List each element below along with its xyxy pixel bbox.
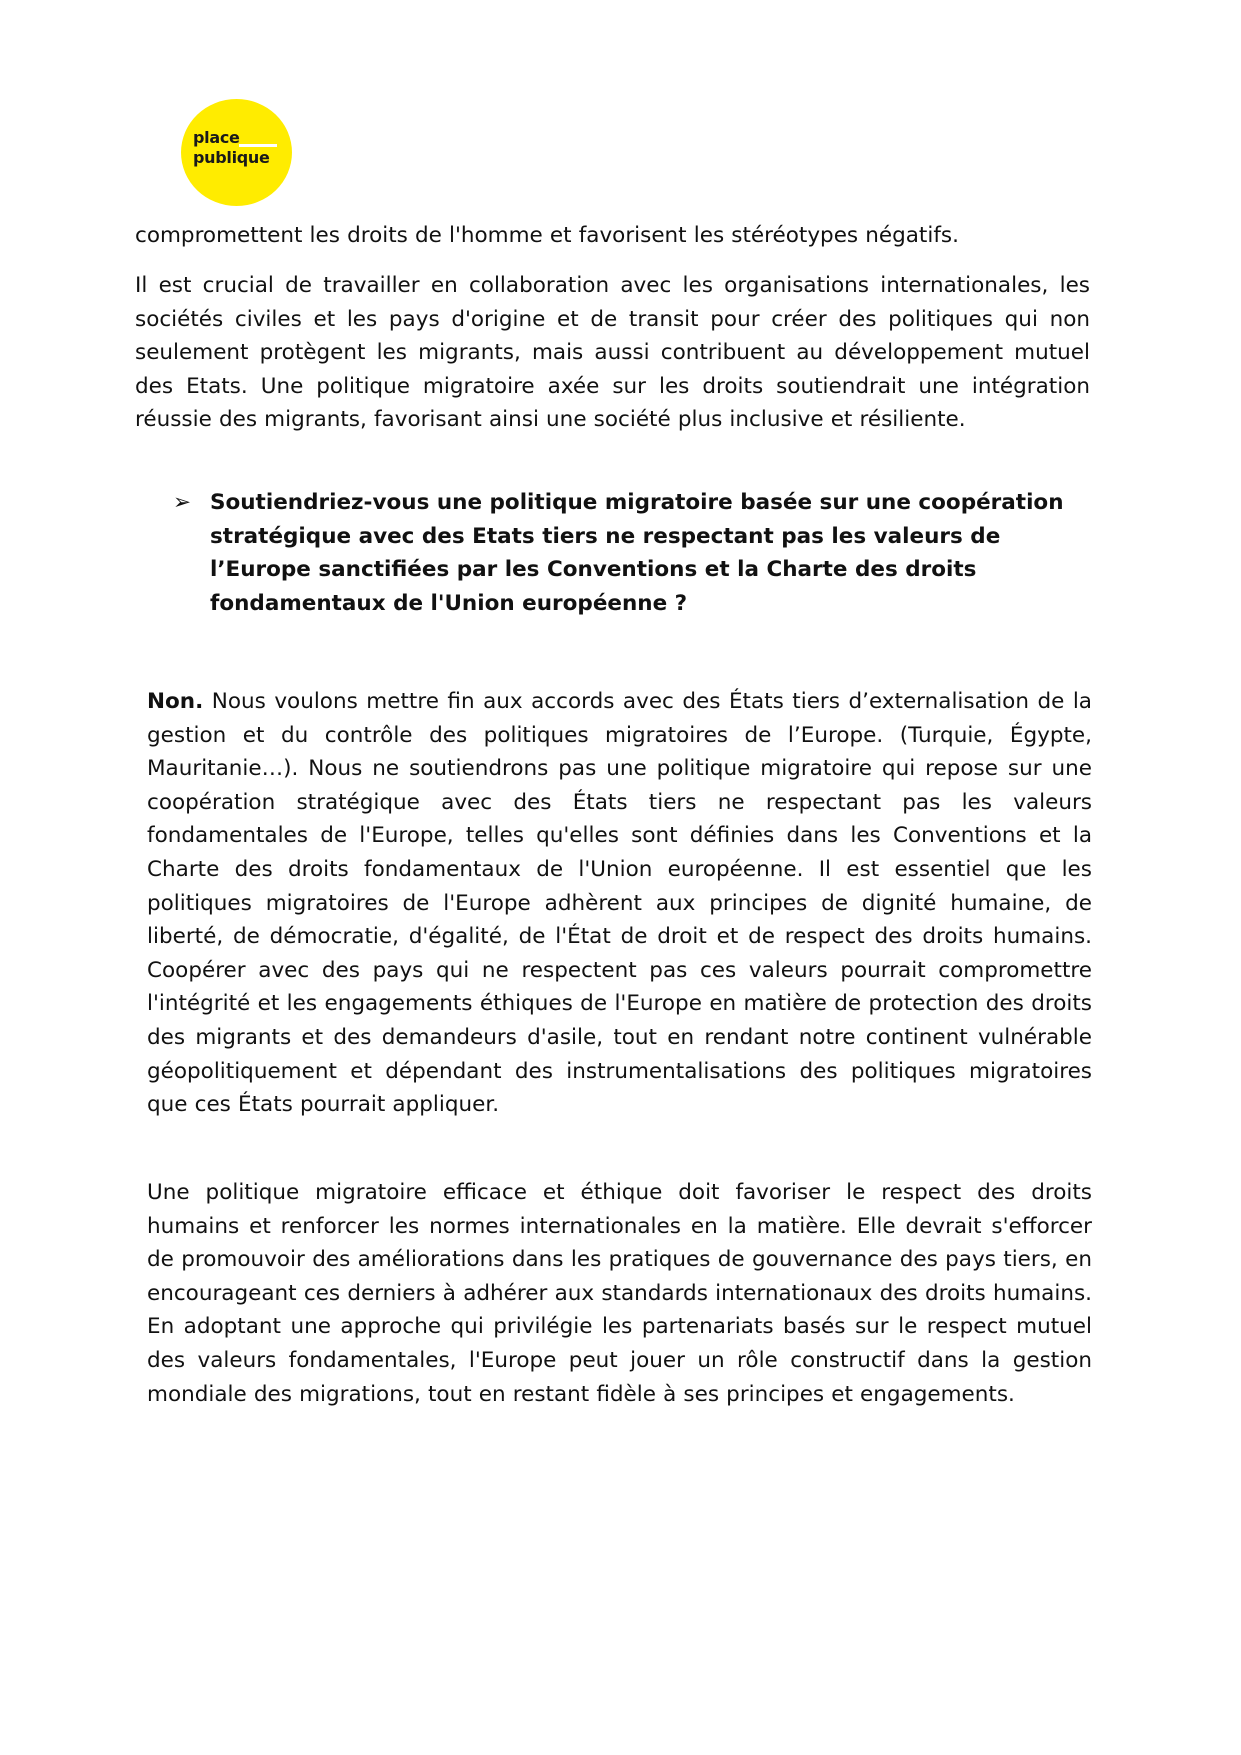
paragraph-continuation: compromettent les droits de l'homme et favorisent les stéréotypes négatifs. [135, 223, 959, 248]
place-publique-logo [181, 99, 292, 206]
answer-body: Nous voulons mettre fin aux accords avec des États tiers d’externalisation de la gestion et du contrôle des politiques migratoires de l’Europe. (Turquie, Égypte, Mauritanie…). Nous ne soutiendrons pas une politique migratoire qui repose sur une coopération stratégique avec des États tiers ne respectant pas les valeurs fondamentales de l'Europe, telles qu'elles sont définies dans les Conventions et la Charte des droits fondamentaux de l'Union européenne. Il est essentiel que les politiques migratoires de l'Europe adhèrent aux principes de dignité humaine, de liberté, de démocratie, d'égalité, de l'État de droit et de respect des droits humains. Coopérer avec des pays qui ne respectent pas ces valeurs pourrait compromettre l'intégrité et les engagements éthiques de l'Europe en matière de protection des droits des migrants et des demandeurs d'asile, tout en rendant notre continent vulnérable géopolitiquement et dépendant des instrumentalisations des politiques migratoires que ces États pourrait appliquer. [147, 689, 1092, 1118]
answer-label: Non. [147, 689, 204, 714]
answer-paragraph [147, 685, 1092, 1122]
paragraph-collaboration: Il est crucial de travailler en collaboration avec les organisations internationales, les sociétés civiles et les pays d'origine et de transit pour créer des politiques qui non seulement protègent les migrants, mais aussi contribuent au développement mutuel des Etats. Une politique migratoire axée sur les droits soutiendrait une intégration réussie des migrants, favorisant ainsi une société plus inclusive et résiliente. [135, 273, 1090, 433]
logo-text-line-2: publique [193, 148, 270, 167]
question-text: Soutiendriez-vous une politique migratoire basée sur une coopération stratégique avec des Etats tiers ne respectant pas les valeurs de l’Europe sanctifiées par les Conventions et la Charte des droits fondamentaux de l'Union européenne ? [210, 490, 1064, 616]
logo-text-line-1: place [193, 128, 240, 147]
question-block [173, 486, 1093, 620]
answer-paragraph-2: Une politique migratoire efficace et éthique doit favoriser le respect des droits humains et renforcer les normes internationales en la matière. Elle devrait s'efforcer de promouvoir des améliorations dans les pratiques de gouvernance des pays tiers, en encourageant ces derniers à adhérer aux standards internationaux des droits humains. En adoptant une approche qui privilégie les partenariats basés sur le respect mutuel des valeurs fondamentales, l'Europe peut jouer un rôle constructif dans la gestion mondiale des migrations, tout en restant fidèle à ses principes et engagements. [147, 1180, 1092, 1407]
arrow-bullet-icon: ➢ [173, 490, 192, 515]
logo-underline [239, 144, 277, 147]
